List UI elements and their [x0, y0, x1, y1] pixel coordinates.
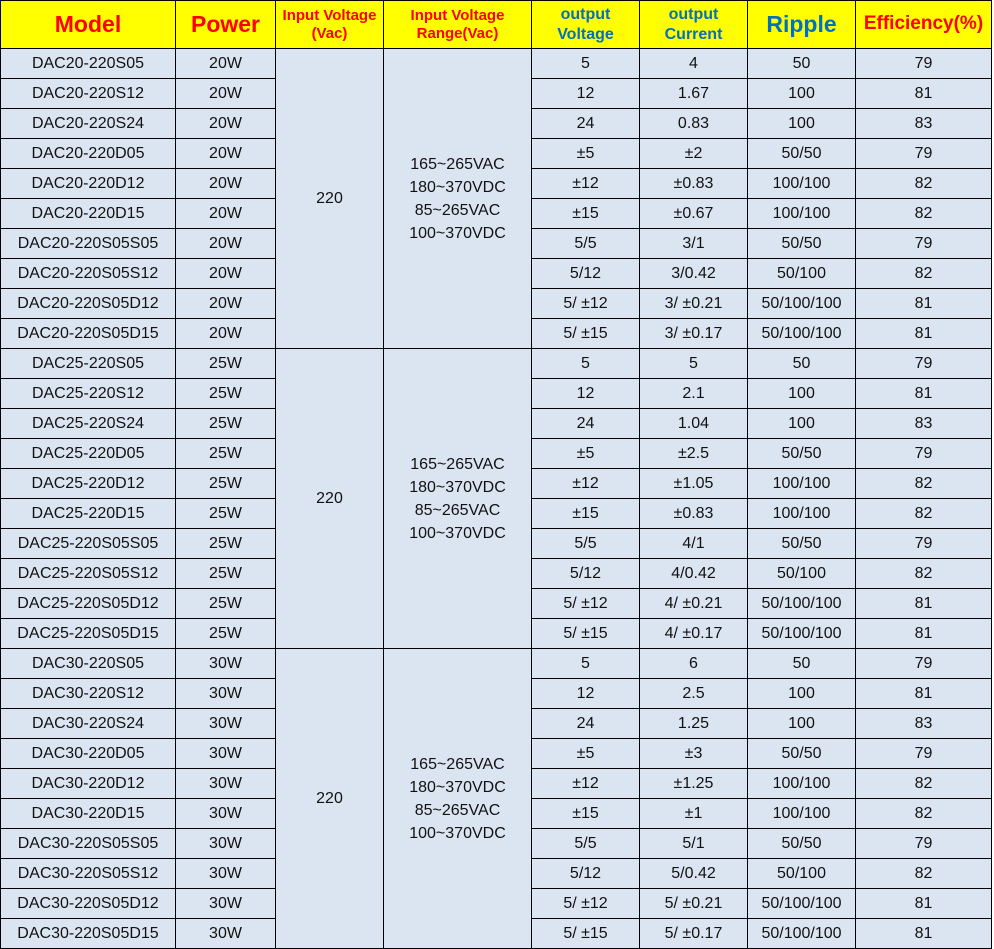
power-cell: 20W [176, 289, 276, 319]
output-current-cell: 4 [640, 49, 748, 79]
power-cell: 25W [176, 529, 276, 559]
output-current-cell: 2.5 [640, 679, 748, 709]
efficiency-cell: 82 [856, 769, 992, 799]
model-cell: DAC20-220S24 [1, 109, 176, 139]
output-voltage-cell: 24 [532, 709, 640, 739]
power-cell: 25W [176, 379, 276, 409]
ripple-cell: 50/100/100 [748, 889, 856, 919]
output-current-cell: ±2.5 [640, 439, 748, 469]
efficiency-cell: 83 [856, 109, 992, 139]
power-cell: 20W [176, 319, 276, 349]
model-cell: DAC20-220S05S12 [1, 259, 176, 289]
output-current-cell: ±2 [640, 139, 748, 169]
ripple-cell: 100/100 [748, 799, 856, 829]
input-range-cell: 165~265VAC 180~370VDC 85~265VAC 100~370VDC [384, 49, 532, 349]
ripple-cell: 100 [748, 709, 856, 739]
model-cell: DAC30-220S05D15 [1, 919, 176, 949]
model-cell: DAC30-220S05 [1, 649, 176, 679]
power-cell: 20W [176, 169, 276, 199]
ripple-cell: 50/100/100 [748, 589, 856, 619]
output-voltage-cell: 5/ ±12 [532, 589, 640, 619]
output-current-cell: 1.04 [640, 409, 748, 439]
power-cell: 30W [176, 769, 276, 799]
header-efficiency: Efficiency(%) [856, 1, 992, 49]
output-current-cell: 4/0.42 [640, 559, 748, 589]
power-cell: 25W [176, 589, 276, 619]
power-cell: 25W [176, 439, 276, 469]
efficiency-cell: 82 [856, 559, 992, 589]
power-cell: 20W [176, 109, 276, 139]
model-cell: DAC20-220S12 [1, 79, 176, 109]
output-voltage-cell: ±5 [532, 139, 640, 169]
output-voltage-cell: ±15 [532, 799, 640, 829]
output-voltage-cell: ±12 [532, 769, 640, 799]
power-cell: 25W [176, 559, 276, 589]
input-range-cell: 165~265VAC 180~370VDC 85~265VAC 100~370VDC [384, 349, 532, 649]
model-cell: DAC30-220D15 [1, 799, 176, 829]
power-cell: 25W [176, 409, 276, 439]
efficiency-cell: 79 [856, 649, 992, 679]
efficiency-cell: 81 [856, 319, 992, 349]
efficiency-cell: 82 [856, 169, 992, 199]
power-cell: 30W [176, 919, 276, 949]
power-cell: 25W [176, 499, 276, 529]
ripple-cell: 50/50 [748, 829, 856, 859]
model-cell: DAC20-220S05D15 [1, 319, 176, 349]
output-voltage-cell: 5/ ±12 [532, 889, 640, 919]
model-cell: DAC30-220S05S12 [1, 859, 176, 889]
efficiency-cell: 79 [856, 139, 992, 169]
ripple-cell: 50/100 [748, 859, 856, 889]
efficiency-cell: 81 [856, 289, 992, 319]
model-cell: DAC20-220D12 [1, 169, 176, 199]
power-cell: 30W [176, 829, 276, 859]
model-cell: DAC20-220S05D12 [1, 289, 176, 319]
efficiency-cell: 81 [856, 889, 992, 919]
ripple-cell: 50/100/100 [748, 319, 856, 349]
efficiency-cell: 82 [856, 469, 992, 499]
ripple-cell: 50/100/100 [748, 289, 856, 319]
model-cell: DAC30-220S05S05 [1, 829, 176, 859]
efficiency-cell: 79 [856, 349, 992, 379]
model-cell: DAC30-220S05D12 [1, 889, 176, 919]
output-current-cell: 5/ ±0.17 [640, 919, 748, 949]
efficiency-cell: 81 [856, 79, 992, 109]
ripple-cell: 100/100 [748, 469, 856, 499]
power-cell: 25W [176, 469, 276, 499]
header-power: Power [176, 1, 276, 49]
model-cell: DAC25-220S05D15 [1, 619, 176, 649]
ripple-cell: 50/50 [748, 439, 856, 469]
efficiency-cell: 82 [856, 199, 992, 229]
output-current-cell: ±0.83 [640, 169, 748, 199]
efficiency-cell: 83 [856, 409, 992, 439]
ripple-cell: 50/50 [748, 139, 856, 169]
efficiency-cell: 81 [856, 679, 992, 709]
output-voltage-cell: 5/12 [532, 859, 640, 889]
model-cell: DAC25-220S05 [1, 349, 176, 379]
model-cell: DAC30-220D05 [1, 739, 176, 769]
model-cell: DAC20-220S05 [1, 49, 176, 79]
output-current-cell: 3/ ±0.17 [640, 319, 748, 349]
ripple-cell: 50 [748, 649, 856, 679]
efficiency-cell: 81 [856, 619, 992, 649]
output-current-cell: 0.83 [640, 109, 748, 139]
output-voltage-cell: ±5 [532, 439, 640, 469]
header-input-voltage: Input Voltage (Vac) [276, 1, 384, 49]
efficiency-cell: 82 [856, 259, 992, 289]
output-voltage-cell: 5 [532, 49, 640, 79]
ripple-cell: 100 [748, 79, 856, 109]
header-input-range: Input Voltage Range(Vac) [384, 1, 532, 49]
efficiency-cell: 79 [856, 829, 992, 859]
input-voltage-cell: 220 [276, 49, 384, 349]
output-voltage-cell: 5 [532, 349, 640, 379]
model-cell: DAC25-220S05D12 [1, 589, 176, 619]
output-voltage-cell: 5/ ±15 [532, 919, 640, 949]
efficiency-cell: 81 [856, 919, 992, 949]
output-current-cell: 3/0.42 [640, 259, 748, 289]
model-cell: DAC20-220D05 [1, 139, 176, 169]
power-cell: 20W [176, 259, 276, 289]
header-model: Model [1, 1, 176, 49]
output-voltage-cell: ±5 [532, 739, 640, 769]
output-current-cell: ±1.25 [640, 769, 748, 799]
power-cell: 20W [176, 199, 276, 229]
efficiency-cell: 82 [856, 499, 992, 529]
output-voltage-cell: 5/ ±15 [532, 319, 640, 349]
ripple-cell: 50/50 [748, 739, 856, 769]
output-voltage-cell: 5 [532, 649, 640, 679]
efficiency-cell: 79 [856, 229, 992, 259]
power-cell: 20W [176, 79, 276, 109]
output-voltage-cell: 5/ ±15 [532, 619, 640, 649]
input-voltage-cell: 220 [276, 649, 384, 949]
model-cell: DAC25-220D05 [1, 439, 176, 469]
header-ripple: Ripple [748, 1, 856, 49]
power-cell: 30W [176, 739, 276, 769]
ripple-cell: 100 [748, 379, 856, 409]
output-voltage-cell: 5/12 [532, 259, 640, 289]
output-voltage-cell: ±15 [532, 499, 640, 529]
model-cell: DAC30-220D12 [1, 769, 176, 799]
output-current-cell: ±3 [640, 739, 748, 769]
ripple-cell: 50/100/100 [748, 919, 856, 949]
ripple-cell: 50/50 [748, 229, 856, 259]
output-voltage-cell: 5/5 [532, 229, 640, 259]
model-cell: DAC30-220S12 [1, 679, 176, 709]
ripple-cell: 50/100 [748, 259, 856, 289]
power-cell: 20W [176, 229, 276, 259]
ripple-cell: 50/100 [748, 559, 856, 589]
output-current-cell: 5 [640, 349, 748, 379]
output-current-cell: 4/1 [640, 529, 748, 559]
output-voltage-cell: ±12 [532, 469, 640, 499]
header-output-current: output Current [640, 1, 748, 49]
output-current-cell: 6 [640, 649, 748, 679]
model-cell: DAC20-220D15 [1, 199, 176, 229]
efficiency-cell: 79 [856, 739, 992, 769]
ripple-cell: 100/100 [748, 169, 856, 199]
ripple-cell: 50/100/100 [748, 619, 856, 649]
ripple-cell: 50 [748, 349, 856, 379]
ripple-cell: 100/100 [748, 769, 856, 799]
output-current-cell: 1.67 [640, 79, 748, 109]
output-voltage-cell: 24 [532, 409, 640, 439]
efficiency-cell: 81 [856, 589, 992, 619]
input-voltage-cell: 220 [276, 349, 384, 649]
efficiency-cell: 82 [856, 859, 992, 889]
power-cell: 30W [176, 709, 276, 739]
table-body [1, 49, 992, 949]
power-cell: 30W [176, 889, 276, 919]
output-current-cell: 5/0.42 [640, 859, 748, 889]
output-voltage-cell: 12 [532, 79, 640, 109]
output-current-cell: 4/ ±0.17 [640, 619, 748, 649]
output-voltage-cell: ±12 [532, 169, 640, 199]
power-cell: 20W [176, 139, 276, 169]
table-row [1, 649, 992, 679]
efficiency-cell: 83 [856, 709, 992, 739]
model-cell: DAC20-220S05S05 [1, 229, 176, 259]
ripple-cell: 50 [748, 49, 856, 79]
ripple-cell: 100/100 [748, 199, 856, 229]
output-voltage-cell: 5/5 [532, 829, 640, 859]
model-cell: DAC25-220S05S12 [1, 559, 176, 589]
power-cell: 25W [176, 619, 276, 649]
output-current-cell: ±1 [640, 799, 748, 829]
ripple-cell: 100/100 [748, 499, 856, 529]
output-current-cell: ±1.05 [640, 469, 748, 499]
header-output-voltage: output Voltage [532, 1, 640, 49]
efficiency-cell: 79 [856, 439, 992, 469]
output-voltage-cell: ±15 [532, 199, 640, 229]
output-current-cell: 3/ ±0.21 [640, 289, 748, 319]
header-row [1, 1, 992, 49]
output-voltage-cell: 24 [532, 109, 640, 139]
ripple-cell: 50/50 [748, 529, 856, 559]
efficiency-cell: 81 [856, 379, 992, 409]
efficiency-cell: 82 [856, 799, 992, 829]
output-voltage-cell: 5/ ±12 [532, 289, 640, 319]
efficiency-cell: 79 [856, 49, 992, 79]
output-current-cell: 1.25 [640, 709, 748, 739]
output-voltage-cell: 5/12 [532, 559, 640, 589]
output-current-cell: 3/1 [640, 229, 748, 259]
output-voltage-cell: 12 [532, 679, 640, 709]
ripple-cell: 100 [748, 679, 856, 709]
input-range-cell: 165~265VAC 180~370VDC 85~265VAC 100~370VDC [384, 649, 532, 949]
model-cell: DAC25-220D12 [1, 469, 176, 499]
model-cell: DAC25-220S05S05 [1, 529, 176, 559]
table-row [1, 349, 992, 379]
model-cell: DAC25-220D15 [1, 499, 176, 529]
output-current-cell: 4/ ±0.21 [640, 589, 748, 619]
efficiency-cell: 79 [856, 529, 992, 559]
output-current-cell: 5/ ±0.21 [640, 889, 748, 919]
output-voltage-cell: 12 [532, 379, 640, 409]
output-current-cell: 5/1 [640, 829, 748, 859]
ripple-cell: 100 [748, 409, 856, 439]
power-cell: 25W [176, 349, 276, 379]
output-voltage-cell: 5/5 [532, 529, 640, 559]
power-cell: 30W [176, 799, 276, 829]
power-cell: 30W [176, 649, 276, 679]
model-cell: DAC25-220S24 [1, 409, 176, 439]
output-current-cell: ±0.83 [640, 499, 748, 529]
model-cell: DAC25-220S12 [1, 379, 176, 409]
power-cell: 30W [176, 679, 276, 709]
output-current-cell: 2.1 [640, 379, 748, 409]
output-current-cell: ±0.67 [640, 199, 748, 229]
model-cell: DAC30-220S24 [1, 709, 176, 739]
table-row [1, 49, 992, 79]
power-cell: 30W [176, 859, 276, 889]
ripple-cell: 100 [748, 109, 856, 139]
power-cell: 20W [176, 49, 276, 79]
